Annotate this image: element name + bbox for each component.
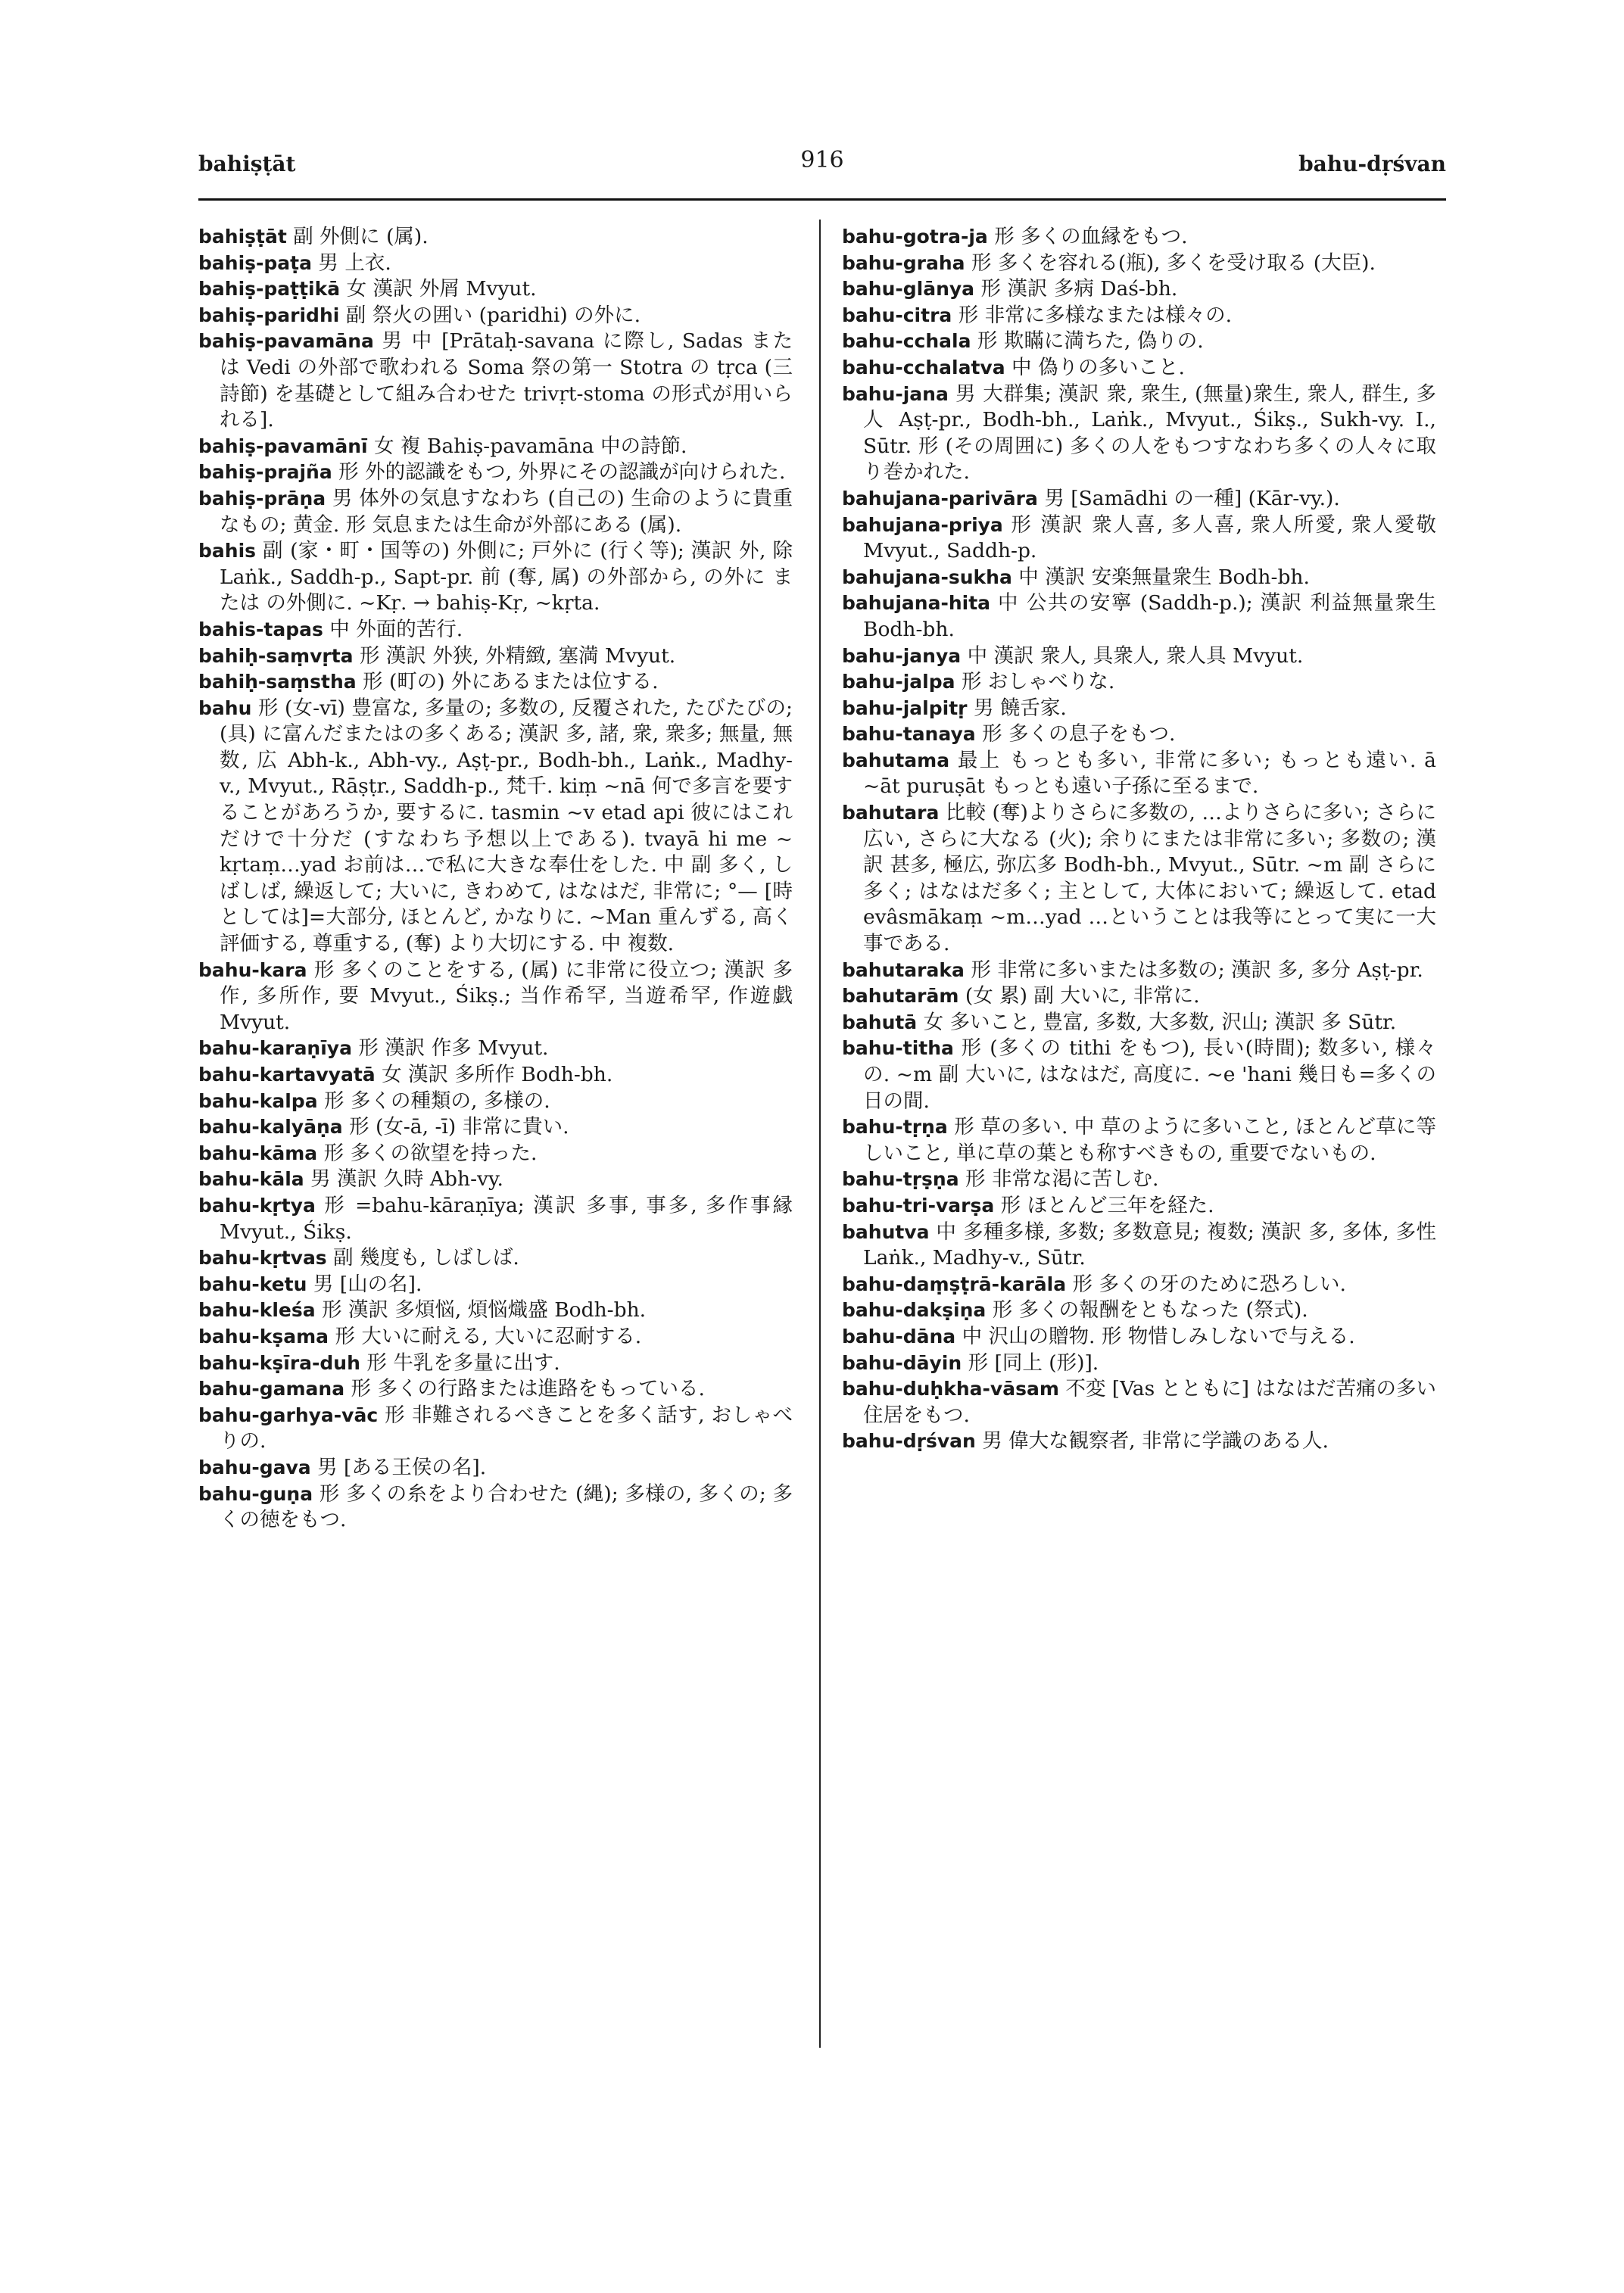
entry-definition: (女 累) 副 大いに, 非常に. <box>965 984 1200 1008</box>
dictionary-entry <box>198 1351 793 1377</box>
headword: bahu-kāma <box>198 1142 318 1164</box>
entry-definition: 形 [同上 (形)]. <box>968 1351 1099 1375</box>
entry-definition: 形 (町の) 外にあるまたは位する. <box>363 670 659 694</box>
entry-definition: 形 多くの種類の, 多様の. <box>324 1089 550 1113</box>
entry-definition: 形 多くの行路または進路をもっている. <box>351 1377 705 1401</box>
dictionary-entry <box>198 1089 793 1115</box>
entry-definition: 男 [Samādhi の一種] (Kār-vy.). <box>1044 486 1340 510</box>
entry-definition: 形 多くの糸をより合わせた (縄); 多様の, 多くの; 多くの徳をもつ. <box>220 1481 793 1532</box>
dictionary-entry <box>842 721 1436 748</box>
dictionary-entry <box>198 538 793 617</box>
dictionary-entry <box>842 1010 1436 1036</box>
entry-definition: 中 公共の安寧 (Saddh-p.); 漢訳 利益無量衆生 Bodh-bh. <box>863 591 1436 641</box>
dictionary-entry <box>198 276 793 303</box>
dictionary-entry <box>842 303 1436 329</box>
dictionary-entry <box>842 1298 1436 1324</box>
dictionary-entry <box>842 590 1436 643</box>
headword: bahu-kartavyatā <box>198 1064 376 1086</box>
headword: bahutarām <box>842 985 959 1008</box>
entry-definition: 男 上衣. <box>318 251 391 275</box>
dictionary-entry <box>198 1193 793 1245</box>
headword: bahu-tri-varṣa <box>842 1194 995 1217</box>
headword: bahu-kleśa <box>198 1299 316 1322</box>
dictionary-entry <box>842 696 1436 722</box>
headword: bahu-kalyāṇa <box>198 1116 343 1139</box>
headword: bahiṣ-pavamānī <box>198 435 368 457</box>
headword: bahutaraka <box>842 958 965 981</box>
dictionary-entry <box>842 382 1436 486</box>
dictionary-entry <box>842 355 1436 382</box>
entry-definition: 男 饒舌家. <box>973 696 1067 720</box>
headword: bahujana-hita <box>842 592 991 615</box>
dictionary-entry <box>198 460 793 486</box>
entry-definition: 形 漢訳 多病 Daś-bh. <box>980 277 1178 301</box>
dictionary-entry <box>198 1245 793 1272</box>
entry-definition: 形 非常な渇に苦しむ. <box>965 1167 1159 1192</box>
entry-definition: 中 沢山の贈物. 形 物惜しみしないで与える. <box>962 1324 1355 1348</box>
entry-definition: 最上 もっとも多い, 非常に多い; もっとも遠い. ā ~āt puruṣāt もっとも遠い子孫に至るまで. <box>863 748 1436 799</box>
entry-definition: 中 漢訳 安楽無量衆生 Bodh-bh. <box>1018 565 1310 589</box>
page-number: 916 <box>800 147 844 173</box>
entry-definition: 形 非難されるべきことを多く話す, おしゃべりの. <box>220 1403 793 1453</box>
entry-definition: 副 外側に (属). <box>293 225 429 248</box>
header-rule <box>198 198 1446 201</box>
headword: bahiṣ-prajña <box>198 461 332 484</box>
entry-definition: 形 多くの欲望を持った. <box>323 1141 538 1165</box>
headword: bahu-janya <box>842 644 962 667</box>
headword: bahu-garhya-vāc <box>198 1404 379 1426</box>
headword: bahu-jana <box>842 382 949 405</box>
headword: bahiṣ-paṭa <box>198 251 312 274</box>
dictionary-entry <box>198 486 793 538</box>
dictionary-entry <box>198 1272 793 1298</box>
headword: bahu-karaṇīya <box>198 1037 352 1060</box>
entry-definition: 不変 [Vas とともに] はなはだ苦痛の多い住居をもつ. <box>863 1377 1436 1427</box>
dictionary-entry <box>198 1141 793 1167</box>
entry-definition: 形 非常に多いまたは多数の; 漢訳 多, 多分 Aṣṭ-pr. <box>971 958 1423 982</box>
entry-definition: 形 漢訳 衆人喜, 多人喜, 衆人所愛, 衆人愛敬 Mvyut., Saddh-p. <box>863 512 1436 563</box>
entry-definition: 中 外面的苦行. <box>329 617 463 641</box>
dictionary-entry <box>198 1324 793 1351</box>
entry-definition: 形 多くを容れる(瓶), 多くを受け取る (大臣). <box>971 251 1376 275</box>
headword: bahis <box>198 540 257 562</box>
headword: bahu <box>198 696 252 719</box>
headword: bahu-tṛṣṇa <box>842 1168 959 1191</box>
headword: bahu-dakṣiṇa <box>842 1299 987 1322</box>
entry-definition: 形 多くの牙のために恐ろしい. <box>1072 1272 1346 1296</box>
headword: bahu-dṛśvan <box>842 1430 976 1453</box>
dictionary-entry <box>198 617 793 643</box>
dictionary-entry <box>198 1114 793 1141</box>
headword: bahutama <box>842 749 950 771</box>
headword: bahu-graha <box>842 251 965 274</box>
dictionary-entry <box>198 434 793 460</box>
entry-definition: 男 [ある王侯の名]. <box>317 1455 487 1479</box>
dictionary-entry <box>842 800 1436 958</box>
dictionary-entry <box>842 1324 1436 1351</box>
headword: bahutā <box>842 1011 918 1033</box>
entry-definition: 形 大いに耐える, 大いに忍耐する. <box>335 1324 642 1348</box>
dictionary-entry <box>842 224 1436 251</box>
dictionary-entry <box>842 251 1436 277</box>
headword: bahu-kṣīra-duh <box>198 1351 360 1374</box>
dictionary-entry <box>842 1376 1436 1428</box>
dictionary-entry <box>198 1403 793 1455</box>
headword: bahujana-priya <box>842 513 1003 536</box>
headword: bahu-ketu <box>198 1273 307 1295</box>
headword: bahiṣ-pavamāna <box>198 330 374 353</box>
right-column <box>842 224 1436 1455</box>
dictionary-entry <box>842 1167 1436 1193</box>
entry-definition: 女 複 Bahiṣ-pavamāna 中の詩節. <box>374 434 687 458</box>
headword: bahu-gava <box>198 1456 311 1478</box>
entry-definition: 形 牛乳を多量に出す. <box>366 1351 560 1375</box>
entry-definition: 形 漢訳 外狭, 外精緻, 塞満 Mvyut. <box>360 643 676 668</box>
dictionary-entry <box>198 329 793 433</box>
entry-definition: 形 ほとんど三年を経た. <box>1000 1193 1214 1217</box>
dictionary-entry <box>842 1351 1436 1377</box>
headword: bahutara <box>842 802 940 824</box>
dictionary-entry <box>842 329 1436 355</box>
headword: bahiṣ-paṭṭikā <box>198 278 341 301</box>
entry-definition: 男 [山の名]. <box>313 1272 422 1296</box>
dictionary-entry <box>842 1220 1436 1272</box>
dictionary-entry <box>198 251 793 277</box>
entry-definition: 形 多くのことをする, (属) に非常に役立つ; 漢訳 多作, 多所作, 要 Mvyut., Śikṣ.; 当作希罕, 当遊希罕, 作遊戯 Mvyut. <box>220 958 793 1034</box>
headword: bahu-dāna <box>842 1325 956 1347</box>
headword: bahu-jalpitṛ <box>842 696 968 719</box>
headword: bahu-kṛtya <box>198 1194 316 1217</box>
headword: bahu-daṃṣṭrā-karāla <box>842 1273 1067 1295</box>
headword: bahujana-parivāra <box>842 487 1038 509</box>
headword: bahu-kṣama <box>198 1325 329 1347</box>
entry-definition: 形 漢訳 多煩悩, 煩悩熾盛 Bodh-bh. <box>322 1298 647 1323</box>
dictionary-entry <box>198 224 793 251</box>
entry-definition: 中 漢訳 衆人, 具衆人, 衆人具 Mvyut. <box>967 643 1304 668</box>
dictionary-entry <box>198 1455 793 1481</box>
headword: bahu-cchalatva <box>842 356 1005 379</box>
dictionary-entry <box>842 1428 1436 1455</box>
headword: bahu-kalpa <box>198 1089 318 1112</box>
entry-definition: 形 欺瞞に満ちた, 偽りの. <box>977 329 1204 354</box>
dictionary-entry <box>842 276 1436 303</box>
entry-definition: 形 多くの息子をもつ. <box>982 722 1176 746</box>
entry-definition: 形 多くの血縁をもつ. <box>994 225 1188 248</box>
headword: bahu-tṛṇa <box>842 1116 948 1139</box>
dictionary-entry <box>198 958 793 1036</box>
headword: bahu-kāla <box>198 1168 304 1191</box>
dictionary-entry <box>842 983 1436 1010</box>
headword: bahu-duḥkha-vāsam <box>842 1378 1059 1400</box>
entry-definition: 中 多種多様, 多数; 多数意見; 複数; 漢訳 多, 多体, 多性 Laṅk., Madhy-v., Sūtr. <box>863 1220 1436 1270</box>
entry-definition: 形 =bahu-kāraṇīya; 漢訳 多事, 事多, 多作事縁 Mvyut., Śikṣ. <box>220 1193 793 1244</box>
dictionary-entry <box>198 1062 793 1089</box>
entry-definition: 比較 (奪)よりさらに多数の, …よりさらに多い; さらに広い, さらに大なる (火); 余りにまたは非常に多い; 多数の; 漢訳 甚多, 極広, 弥広多 Bodh-bh., Mvyut., Sūtr. ~m 副 さらに多く; はなはだ多く; 主として, 大体において; 繰返して. etad evâsmākaṃ ~m…yad …ということは我等にとって実に一大事である. <box>863 801 1436 956</box>
dictionary-entry <box>842 486 1436 512</box>
entry-definition: 男 体外の気息すなわち (自己の) 生命のように貴重なもの; 黄金. 形 気息または生命が外部にある (属). <box>220 486 793 537</box>
entry-definition: 女 漢訳 外屑 Mvyut. <box>346 277 537 301</box>
dictionary-entry <box>842 748 1436 800</box>
dictionary-entry <box>198 1376 793 1403</box>
dictionary-entry <box>198 1298 793 1324</box>
entry-definition: 形 草の多い. 中 草のように多いこと, ほとんど草に等しいこと, 単に草の葉とも称すべきもの, 重要でないもの. <box>863 1115 1436 1165</box>
column-divider <box>819 220 821 2048</box>
headword: bahis-tapas <box>198 618 323 640</box>
entry-definition: 形 外的認識をもつ, 外界にその認識が向けられた. <box>338 460 786 484</box>
headword: bahu-kṛtvas <box>198 1247 327 1270</box>
headword: bahiṣṭāt <box>198 226 287 248</box>
headword: bahiḥ-saṃvṛta <box>198 644 354 667</box>
entry-definition: 男 大群集; 漢訳 衆, 衆生, (無量)衆生, 衆人, 群生, 多人 Aṣṭ-pr., Bodh-bh., Laṅk., Mvyut., Śikṣ., Sukh-vy. I., Sūtr. 形 (その周囲に) 多くの人をもつすなわち多くの人々に取り巻かれた. <box>863 382 1436 484</box>
headword: bahu-kara <box>198 958 307 981</box>
dictionary-entry <box>198 303 793 329</box>
dictionary-entry <box>842 958 1436 984</box>
entry-definition: 副 祭火の囲い (paridhi) の外に. <box>345 303 641 327</box>
dictionary-entry <box>842 1114 1436 1167</box>
entry-definition: 形 多くの報酬をともなった (祭式). <box>992 1298 1308 1323</box>
entry-definition: 形 (多くの tithi をもつ), 長い(時間); 数多い, 様々の. ~m 副 大いに, はなはだ, 高度に. ~e 'hani 幾日も=多くの日の間. <box>863 1036 1436 1113</box>
entry-definition: 男 偉大な観察者, 非常に学識のある人. <box>982 1429 1329 1453</box>
left-column <box>198 224 793 1534</box>
dictionary-entry <box>842 512 1436 565</box>
headword: bahiḥ-saṃstha <box>198 671 357 693</box>
headword: bahujana-sukha <box>842 565 1012 588</box>
dictionary-entry <box>842 643 1436 670</box>
dictionary-entry <box>198 696 793 958</box>
headword: bahu-cchala <box>842 330 971 353</box>
headword: bahiṣ-prāṇa <box>198 487 326 509</box>
dictionary-entry <box>198 669 793 696</box>
dictionary-entry <box>198 1167 793 1193</box>
entry-definition: 形 (女-ā, -ī) 非常に貴い. <box>349 1115 569 1139</box>
dictionary-entry <box>842 1193 1436 1220</box>
entry-definition: 形 (女-vī) 豊富な, 多量の; 多数の, 反覆された, たびたびの; (具) に富んだまたはの多くある; 漢訳 多, 諸, 衆, 衆多; 無量, 無数, 広 Abh-k., Abh-vy., Aṣṭ-pr., Bodh-bh., Laṅk., Madhy-v., Mvyut., Rāṣṭr., Saddh-p., 梵千. kiṃ ~nā 何で多言を要することがあろうか, 要するに. tasmin ~v etad api 彼にはこれだけで十分だ (すなわち予想以上である). tvayā hi me ~ kṛtaṃ…yad お前は…で私に大きな奉仕をした. 中 副 多く, しばしば, 繰返して; 大いに, きわめて, はなはだ, 非常に; °— [時としては]=大部分, ほとんど, かなりに. ~Man 重んずる, 高く評価する, 尊重する, (奪) より大切にする. 中 複数. <box>220 696 793 956</box>
headword: bahu-tanaya <box>842 723 976 746</box>
headword: bahu-gotra-ja <box>842 226 988 248</box>
running-head-right: bahu-dṛśvan <box>1298 151 1446 176</box>
headword: bahu-citra <box>842 304 952 326</box>
headword: bahutva <box>842 1220 930 1243</box>
dictionary-entry <box>842 565 1436 591</box>
entry-definition: 女 多いこと, 豊富, 多数, 大多数, 沢山; 漢訳 多 Sūtr. <box>923 1010 1397 1034</box>
entry-definition: 男 中 [Prātaḥ-savana に際し, Sadas または Vedi の外部で歌われる Soma 祭の第一 Stotra の tṛca (三詩節) を基礎として組み合わせた trivṛt-stoma の形式が用いられる]. <box>220 329 793 432</box>
entry-definition: 形 漢訳 作多 Mvyut. <box>358 1036 549 1061</box>
dictionary-entry <box>842 1272 1436 1298</box>
entry-definition: 形 おしゃべりな. <box>961 670 1115 694</box>
entry-definition: 副 (家・町・国等の) 外側に; 戸外に (行く等); 漢訳 外, 除 Laṅk., Saddh-p., Sapt-pr. 前 (奪, 属) の外部から, の外に または の外側に. ~Kṛ. → bahiṣ-Kṛ, ~kṛta. <box>220 539 793 615</box>
running-head-left: bahiṣṭāt <box>198 151 296 176</box>
entry-definition: 中 偽りの多いこと. <box>1011 355 1185 379</box>
dictionary-entry <box>198 1036 793 1062</box>
headword: bahu-guṇa <box>198 1482 313 1505</box>
headword: bahu-titha <box>842 1037 954 1060</box>
headword: bahu-gamana <box>198 1378 345 1400</box>
entry-definition: 副 幾度も, しばしば. <box>333 1246 519 1270</box>
entry-definition: 形 非常に多様なまたは様々の. <box>958 303 1233 327</box>
dictionary-entry <box>198 1481 793 1534</box>
dictionary-entry <box>842 1036 1436 1114</box>
headword: bahiṣ-paridhi <box>198 304 340 326</box>
entry-definition: 女 漢訳 多所作 Bodh-bh. <box>382 1063 613 1086</box>
headword: bahu-dāyin <box>842 1351 962 1374</box>
headword: bahu-glānya <box>842 278 975 301</box>
dictionary-entry <box>198 643 793 670</box>
entry-definition: 男 漢訳 久時 Abh-vy. <box>310 1167 503 1192</box>
page-header <box>198 147 1446 189</box>
dictionary-entry <box>842 669 1436 696</box>
headword: bahu-jalpa <box>842 671 955 693</box>
